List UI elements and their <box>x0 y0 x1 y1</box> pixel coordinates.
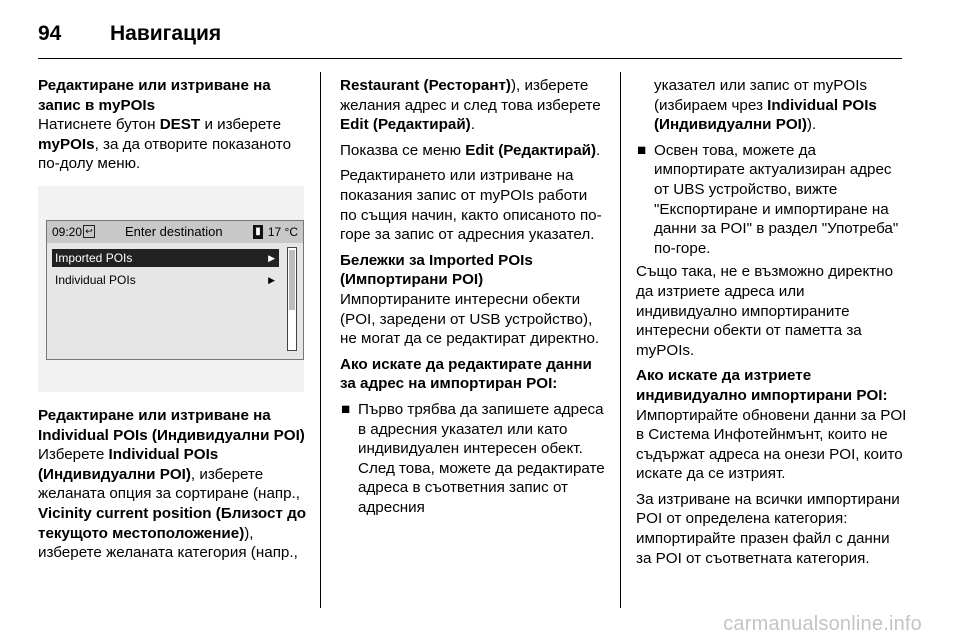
screen-title: Enter destination <box>125 223 223 239</box>
paragraph: Също така, не е възможно директно да изтриете адреса или индивидуално импортираните интересни обекти от паметта за myPOIs. <box>636 263 894 359</box>
section-heading: Редактиране или изтриване на запис в myPOIs <box>38 77 271 114</box>
paragraph: Показва се меню Edit (Редактирай). <box>340 141 601 159</box>
screen-illustration <box>38 186 304 392</box>
paragraph: Изберете Individual POIs (Индивидуални POI), изберете желаната опция за сортиране (напр., Vicinity current position (Близост до текущото местоположение)), изберете желаната категория (напр., <box>38 446 307 562</box>
chevron-right-icon: ▶ <box>268 274 275 285</box>
column-divider-2 <box>620 72 621 608</box>
section-heading: Бележки за Imported POIs (Импортирани POI) <box>340 251 533 289</box>
section-heading: Редактиране или изтриване на Individual POIs (Индивидуални POI) <box>38 406 305 444</box>
column-2 <box>340 76 608 521</box>
paragraph: Restaurant (Ресторант)), изберете желания адрес и след това изберете Edit (Редактирай). <box>340 77 601 134</box>
screen-time: 09:20 <box>52 224 83 239</box>
paragraph: Натиснете бутон DEST и изберете myPOIs, за да отворите показаното по-долу меню. <box>38 116 292 173</box>
page-title: Навигация <box>110 22 222 45</box>
infotainment-screen <box>46 220 304 360</box>
menu-item-individual-pois[interactable]: Individual POIs ▶ <box>55 272 275 287</box>
paragraph: Импортираните интересни обекти (POI, заредени от USB устройство), не могат да се редактират директно. <box>340 290 600 348</box>
screen-status-bar <box>47 221 303 243</box>
paragraph: За изтриване на всички импортирани POI от определена категория: импортирайте празен файл с данни за POI от съответната категория. <box>636 490 900 567</box>
paragraph: Импортирайте обновени данни за POI в Система Инфотейнмънт, които не съдържат адреса на онези POI, които искате да се изтрият. <box>636 406 907 483</box>
column-3 <box>636 76 908 574</box>
list-item: ■ Първо трябва да запишете адреса в адресния указател или като индивидуален интересен обект. След това, можете да редактирате адреса в съответния запис от адресния <box>341 400 605 516</box>
section-heading: Ако искате да редактирате данни за адрес на импортиран POI: <box>340 355 592 393</box>
list-item: ■ Освен това, можете да импортирате актуализиран адрес от UBS устройство, вижте "Експортиране и импортиране на данни за POI" в раздел "Употреба" по-горе. <box>637 141 899 257</box>
header-rule <box>38 58 902 59</box>
column-1 <box>38 76 308 569</box>
page-header <box>38 22 221 46</box>
bullet-icon: ■ <box>637 141 647 159</box>
scrollbar[interactable] <box>287 247 297 351</box>
phone-icon: ▮ <box>253 225 263 239</box>
page-number: 94 <box>38 22 62 45</box>
paragraph: Редактирането или изтриване на показания запис от myPOIs работи по същия начин, както описаното по-горе за запис от адресния указател. <box>340 167 602 244</box>
back-icon: ↩ <box>83 225 95 238</box>
menu-item-imported-pois[interactable]: Imported POIs ▶ <box>52 249 279 267</box>
screen-temperature: 17 °C <box>267 224 298 239</box>
bullet-icon: ■ <box>341 400 351 418</box>
watermark: carmanualsonline.info <box>723 613 922 635</box>
column-divider-1 <box>320 72 321 608</box>
section-heading: Ако искате да изтриете индивидуално импортирани POI: <box>636 367 888 404</box>
paragraph: указател или запис от myPOIs (избираем чрез Individual POIs (Индивидуални POI)). <box>654 77 877 134</box>
chevron-right-icon: ▶ <box>268 252 275 263</box>
scrollbar-thumb[interactable] <box>289 250 295 310</box>
